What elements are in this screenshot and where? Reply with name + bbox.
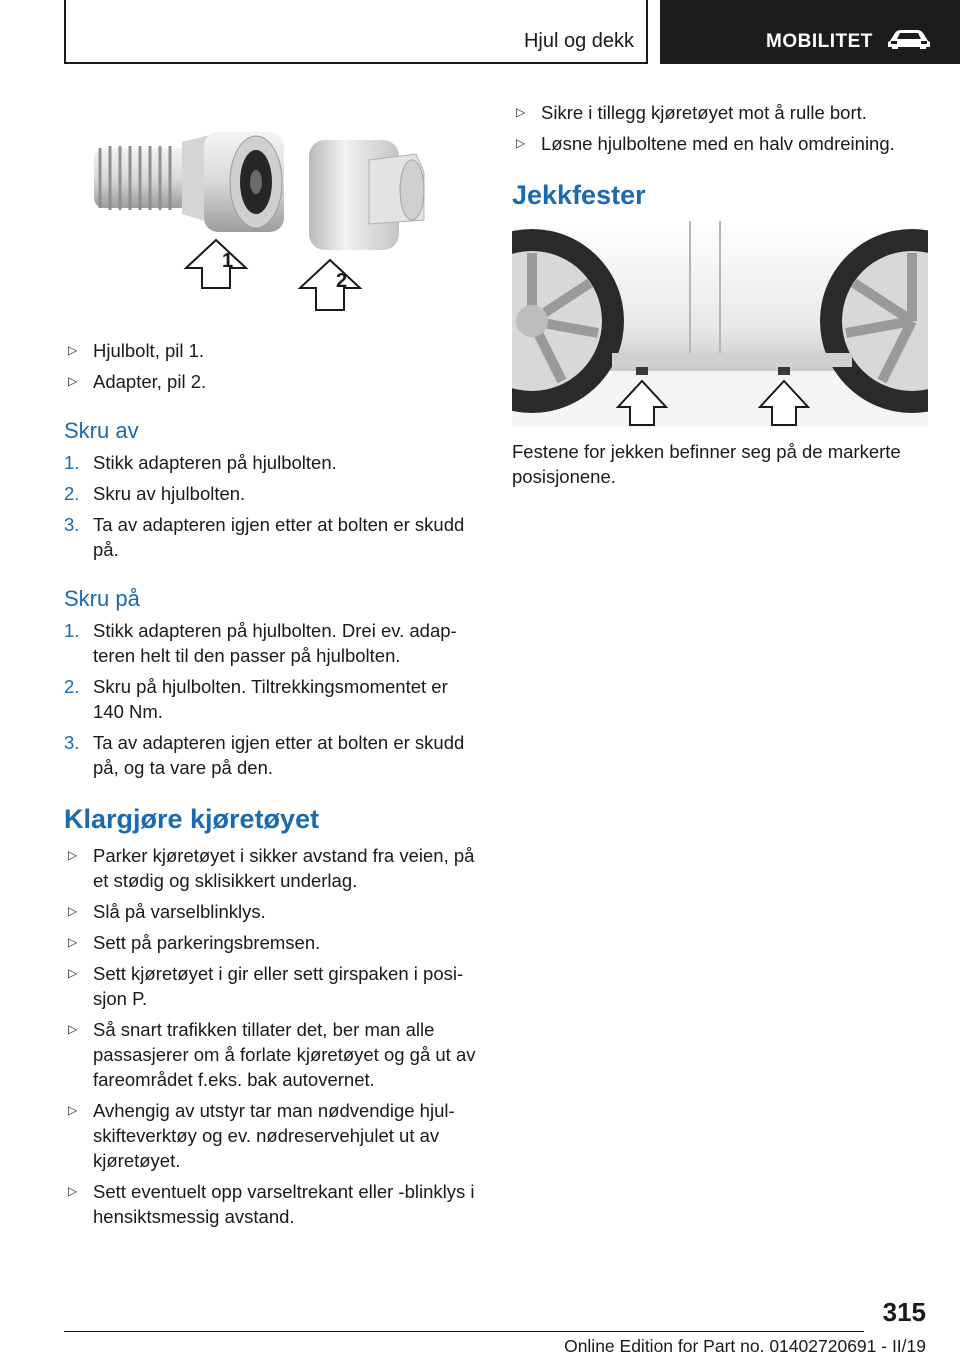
heading-klargjore: Klargjøre kjøretøyet [64,804,320,834]
list-klargjore [64,843,482,1229]
left-column [64,120,482,1235]
page-number: 315 [882,1297,926,1327]
list-item: ▷ Så snart trafikken tillater det, ber man alle passasjerer om å forlate kjøretøyet og gå ut av fareområdet f.eks. bak autovernet. [68,1019,476,1090]
list-item: ▷ Sett eventuelt opp varseltrekant eller -blinklys i hensiktsmessig avstand. [68,1181,475,1227]
footer-divider [64,1331,864,1332]
list-continued [512,100,930,156]
arrow-label-1: 1 [222,250,234,272]
chapter-tab[interactable] [660,0,960,64]
heading-jekkfester: Jekkfester [512,180,646,210]
triangle-bullet-icon: ▷ [68,935,78,949]
list-item: ▷ Parker kjøretøyet i sikker avstand fra veien, på et stødig og sklisikkert underlag. [68,845,475,891]
list-item: ▷ Sikre i tillegg kjøretøyet mot å rulle bort. [516,102,867,123]
list-item: ▷ Sett på parkeringsbremsen. [68,932,321,953]
triangle-bullet-icon: ▷ [516,136,526,150]
list-item: ▷ Slå på varselblinklys. [68,901,266,922]
section-title: Hjul og dekk [523,30,634,52]
list-item: ▷ Sett kjøretøyet i gir eller sett girspaken i posi‐sjon P. [68,963,464,1009]
list-item: 1. Stikk adapteren på hjulbolten. [64,452,337,473]
triangle-bullet-icon: ▷ [516,105,526,119]
figure-legend [64,338,482,394]
header-box [64,0,648,64]
list-item: ▷ Adapter, pil 2. [68,371,207,392]
heading-skru-av: Skru av [64,418,139,443]
right-column [512,100,930,489]
chapter-tab-label: MOBILITET [766,31,873,52]
steps-skru-av [64,450,482,562]
list-item: 2. Skru av hjulbolten. [64,483,246,504]
heading-skru-pa: Skru på [64,586,140,611]
figure-caption: Festene for jekken befinner seg på de markerte posisjonene. [512,441,901,487]
list-item: ▷ Løsne hjulboltene med en halv omdreining. [516,133,895,154]
list-item: 2. Skru på hjulbolten. Tiltrekkingsmomentet er 140 Nm. [64,676,448,722]
triangle-bullet-icon: ▷ [68,1184,78,1198]
triangle-bullet-icon: ▷ [68,848,78,862]
triangle-bullet-icon: ▷ [68,966,78,980]
list-item: ▷ Avhengig av utstyr tar man nødvendige hjul‐skifteverktøy og ev. nødreservehjulet ut av kjøretøyet. [68,1100,455,1171]
wheel-bolt-figure [64,120,482,320]
list-item: 3. Ta av adapteren igjen etter at bolten er skudd på. [64,514,465,560]
triangle-bullet-icon: ▷ [68,1103,78,1117]
triangle-bullet-icon: ▷ [68,343,78,357]
list-item: 1. Stikk adapteren på hjulbolten. Drei ev. adap‐teren helt til den passer på hjulbolten. [64,620,457,666]
triangle-bullet-icon: ▷ [68,374,78,388]
list-item: 3. Ta av adapteren igjen etter at bolten er skudd på, og ta vare på den. [64,732,465,778]
jack-points-figure [512,221,928,427]
footer-edition: Online Edition for Part no. 01402720691 - II/19 [564,1336,926,1356]
triangle-bullet-icon: ▷ [68,904,78,918]
steps-skru-pa [64,618,482,780]
car-icon [886,27,932,51]
triangle-bullet-icon: ▷ [68,1022,78,1036]
arrow-label-2: 2 [336,270,348,292]
list-item: ▷ Hjulbolt, pil 1. [68,340,205,361]
